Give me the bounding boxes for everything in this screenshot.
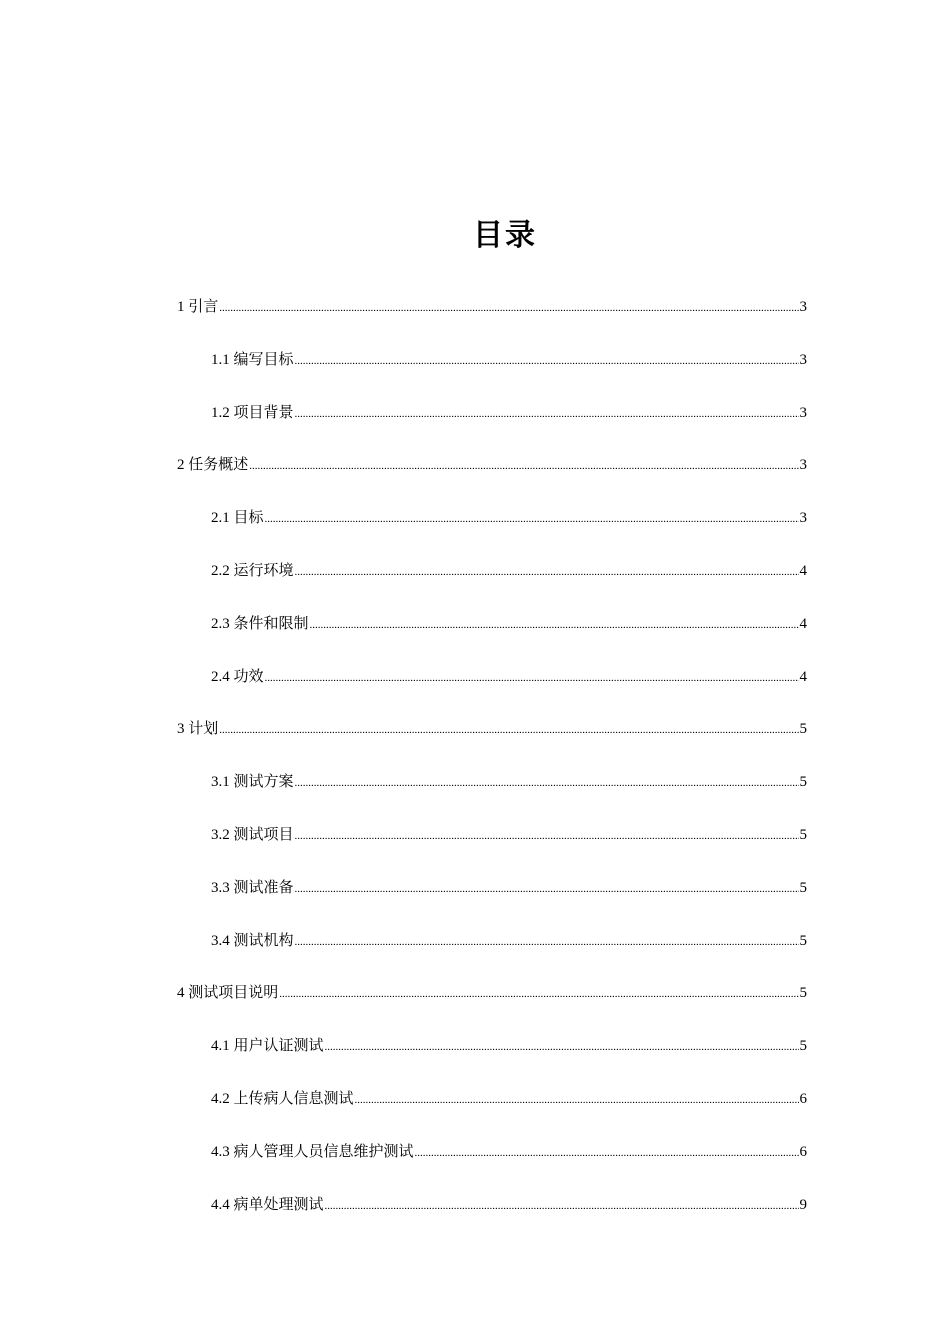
table-of-contents bbox=[0, 294, 950, 1244]
toc-entry[interactable] bbox=[0, 980, 950, 1033]
toc-entry[interactable] bbox=[0, 1192, 950, 1245]
toc-entry-label: 1.2 项目背景 bbox=[211, 404, 294, 421]
toc-entry-label: 3.2 测试项目 bbox=[211, 826, 294, 843]
toc-entry-label: 4.4 病单处理测试 bbox=[211, 1196, 324, 1213]
toc-dot-leader bbox=[355, 1090, 799, 1110]
toc-dot-leader bbox=[325, 1196, 799, 1216]
toc-entry-label: 3.4 测试机构 bbox=[211, 932, 294, 949]
toc-dot-leader bbox=[295, 932, 799, 952]
toc-page-number: 3 bbox=[799, 404, 807, 421]
toc-page-number: 3 bbox=[799, 299, 807, 315]
toc-dot-leader bbox=[310, 615, 799, 635]
toc-entry[interactable] bbox=[0, 558, 950, 611]
toc-entry[interactable] bbox=[0, 452, 950, 505]
toc-entry-label: 1.1 编写目标 bbox=[211, 351, 294, 368]
toc-page-number: 5 bbox=[799, 932, 807, 949]
toc-entry-label: 4 测试项目说明 bbox=[177, 985, 279, 1002]
toc-dot-leader bbox=[219, 720, 798, 740]
toc-entry-label: 2.2 运行环境 bbox=[211, 562, 294, 579]
toc-page-number: 6 bbox=[799, 1143, 807, 1160]
toc-entry-label: 4.2 上传病人信息测试 bbox=[211, 1090, 354, 1107]
toc-entry-label: 3.1 测试方案 bbox=[211, 774, 294, 791]
toc-entry-label: 2 任务概述 bbox=[177, 457, 249, 474]
toc-dot-leader bbox=[295, 826, 799, 846]
toc-dot-leader bbox=[295, 404, 799, 424]
toc-entry[interactable] bbox=[0, 1033, 950, 1086]
toc-entry-label: 2.1 目标 bbox=[211, 510, 264, 527]
toc-entry[interactable] bbox=[0, 347, 950, 400]
toc-entry-label: 2.4 功效 bbox=[211, 668, 264, 685]
toc-entry-label: 4.1 用户认证测试 bbox=[211, 1038, 324, 1055]
toc-page-number: 5 bbox=[799, 879, 807, 896]
toc-page-number: 3 bbox=[799, 510, 807, 527]
toc-entry[interactable] bbox=[0, 875, 950, 928]
toc-dot-leader bbox=[295, 351, 799, 371]
toc-page-number: 4 bbox=[799, 615, 807, 632]
toc-dot-leader bbox=[295, 562, 799, 582]
toc-entry[interactable] bbox=[0, 1086, 950, 1139]
toc-entry-label: 1 引言 bbox=[177, 299, 219, 315]
toc-entry[interactable] bbox=[0, 716, 950, 769]
toc-page-number: 9 bbox=[799, 1196, 807, 1213]
toc-dot-leader bbox=[249, 456, 798, 476]
toc-page-number: 5 bbox=[799, 985, 807, 1002]
toc-entry-label: 4.3 病人管理人员信息维护测试 bbox=[211, 1143, 414, 1160]
toc-page-number: 5 bbox=[799, 826, 807, 843]
toc-page-number: 6 bbox=[799, 1090, 807, 1107]
toc-entry[interactable] bbox=[0, 664, 950, 717]
toc-dot-leader bbox=[325, 1037, 799, 1057]
toc-dot-leader bbox=[415, 1143, 799, 1163]
toc-page-number: 3 bbox=[799, 457, 807, 474]
toc-page-number: 4 bbox=[799, 668, 807, 685]
toc-entry-label: 2.3 条件和限制 bbox=[211, 615, 309, 632]
toc-page-number: 3 bbox=[799, 351, 807, 368]
toc-dot-leader bbox=[279, 984, 798, 1004]
toc-page-number: 5 bbox=[799, 1038, 807, 1055]
toc-title: 目录 bbox=[473, 219, 537, 252]
toc-entry[interactable] bbox=[0, 294, 950, 347]
toc-page-number: 5 bbox=[799, 774, 807, 791]
toc-dot-leader bbox=[295, 879, 799, 899]
toc-entry-label: 3 计划 bbox=[177, 721, 219, 738]
toc-entry[interactable] bbox=[0, 505, 950, 558]
toc-entry-label: 3.3 测试准备 bbox=[211, 879, 294, 896]
toc-entry[interactable] bbox=[0, 400, 950, 453]
toc-page-number: 5 bbox=[799, 721, 807, 738]
toc-entry[interactable] bbox=[0, 822, 950, 875]
toc-dot-leader bbox=[219, 298, 798, 318]
toc-entry[interactable] bbox=[0, 1139, 950, 1192]
toc-entry[interactable] bbox=[0, 928, 950, 981]
toc-entry[interactable] bbox=[0, 611, 950, 664]
toc-entry[interactable] bbox=[0, 769, 950, 822]
toc-dot-leader bbox=[265, 668, 799, 688]
toc-dot-leader bbox=[265, 509, 799, 529]
toc-page-number: 4 bbox=[799, 562, 807, 579]
toc-dot-leader bbox=[295, 773, 799, 793]
